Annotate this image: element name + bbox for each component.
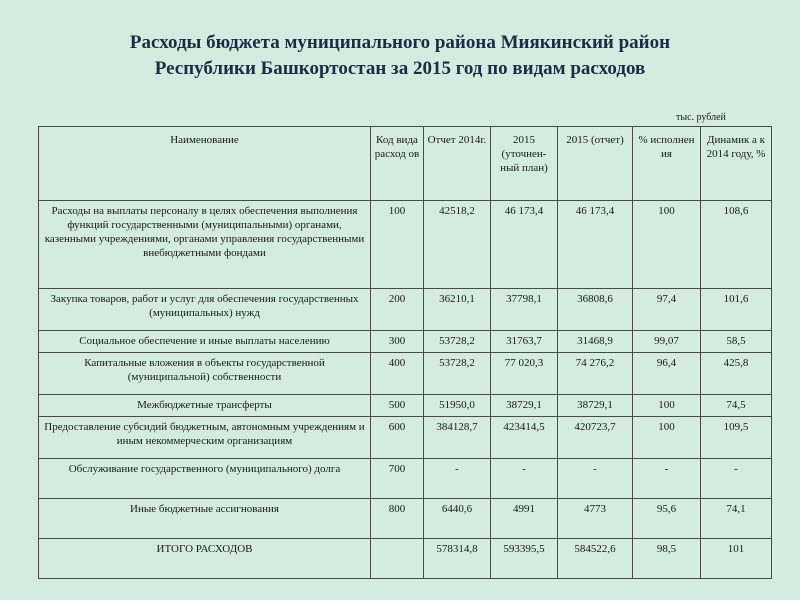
row-plan-2015: 77 020,3 bbox=[491, 353, 558, 395]
row-dynamics: 425,8 bbox=[701, 353, 772, 395]
table-row bbox=[39, 289, 772, 331]
row-name: Предоставление субсидий бюджетным, автономным учреждениям и иным некоммерческим организациям bbox=[39, 417, 371, 459]
table-row bbox=[39, 201, 772, 289]
row-2014: 578314,8 bbox=[424, 539, 491, 579]
row-2014: 51950,0 bbox=[424, 395, 491, 417]
header-plan-2015: 2015 (уточнен-ный план) bbox=[491, 127, 558, 201]
title-line-1: Расходы бюджета муниципального района Миякинский район bbox=[129, 32, 671, 53]
row-code: 700 bbox=[371, 459, 424, 499]
header-2014: Отчет 2014г. bbox=[424, 127, 491, 201]
row-code: 600 bbox=[371, 417, 424, 459]
row-2014: 53728,2 bbox=[424, 353, 491, 395]
row-percent: 100 bbox=[633, 417, 701, 459]
row-fact-2015: 4773 bbox=[558, 499, 633, 539]
units-label: тыс. рублей bbox=[676, 112, 726, 123]
table-row bbox=[39, 331, 772, 353]
row-plan-2015: 31763,7 bbox=[491, 331, 558, 353]
row-percent: 97,4 bbox=[633, 289, 701, 331]
row-name: Межбюджетные трансферты bbox=[39, 395, 371, 417]
row-percent: - bbox=[633, 459, 701, 499]
header-dynamics: Динамик а к 2014 году, % bbox=[701, 127, 772, 201]
row-plan-2015: 38729,1 bbox=[491, 395, 558, 417]
row-plan-2015: 423414,5 bbox=[491, 417, 558, 459]
header-name: Наименование bbox=[39, 127, 371, 201]
row-code: 100 bbox=[371, 201, 424, 289]
row-2014: 36210,1 bbox=[424, 289, 491, 331]
row-name: Капитальные вложения в объекты государственной (муниципальной) собственности bbox=[39, 353, 371, 395]
row-fact-2015: 31468,9 bbox=[558, 331, 633, 353]
row-fact-2015: 36808,6 bbox=[558, 289, 633, 331]
row-code bbox=[371, 539, 424, 579]
row-2014: 384128,7 bbox=[424, 417, 491, 459]
row-plan-2015: - bbox=[491, 459, 558, 499]
row-percent: 99,07 bbox=[633, 331, 701, 353]
row-name: Обслуживание государственного (муниципального) долга bbox=[39, 459, 371, 499]
row-dynamics: 108,6 bbox=[701, 201, 772, 289]
row-fact-2015: 584522,6 bbox=[558, 539, 633, 579]
row-dynamics: 101 bbox=[701, 539, 772, 579]
row-plan-2015: 4991 bbox=[491, 499, 558, 539]
header-fact-2015: 2015 (отчет) bbox=[558, 127, 633, 201]
row-fact-2015: 38729,1 bbox=[558, 395, 633, 417]
header-row bbox=[39, 127, 772, 201]
table-row bbox=[39, 395, 772, 417]
row-2014: 42518,2 bbox=[424, 201, 491, 289]
header-code: Код вида расход ов bbox=[371, 127, 424, 201]
row-percent: 96,4 bbox=[633, 353, 701, 395]
row-2014: 53728,2 bbox=[424, 331, 491, 353]
row-percent: 100 bbox=[633, 201, 701, 289]
row-2014: 6440,6 bbox=[424, 499, 491, 539]
row-fact-2015: 46 173,4 bbox=[558, 201, 633, 289]
row-plan-2015: 46 173,4 bbox=[491, 201, 558, 289]
row-dynamics: 74,1 bbox=[701, 499, 772, 539]
row-fact-2015: - bbox=[558, 459, 633, 499]
table-row bbox=[39, 459, 772, 499]
row-code: 300 bbox=[371, 331, 424, 353]
row-plan-2015: 593395,5 bbox=[491, 539, 558, 579]
row-dynamics: 74,5 bbox=[701, 395, 772, 417]
row-code: 800 bbox=[371, 499, 424, 539]
row-fact-2015: 74 276,2 bbox=[558, 353, 633, 395]
row-2014: - bbox=[424, 459, 491, 499]
row-dynamics: 101,6 bbox=[701, 289, 772, 331]
row-name: Социальное обеспечение и иные выплаты населению bbox=[39, 331, 371, 353]
row-dynamics: 58,5 bbox=[701, 331, 772, 353]
budget-table bbox=[38, 126, 772, 579]
row-code: 400 bbox=[371, 353, 424, 395]
row-name: Закупка товаров, работ и услуг для обеспечения государственных (муниципальных) нужд bbox=[39, 289, 371, 331]
row-code: 200 bbox=[371, 289, 424, 331]
title-line-2: Республики Башкортостан за 2015 год по видам расходов bbox=[154, 58, 646, 79]
page-title bbox=[0, 30, 800, 82]
table-row bbox=[39, 353, 772, 395]
row-name: Расходы на выплаты персоналу в целях обеспечения выполнения функций государственными (муниципальными) органами, казенными учреждениями, органами управления государственными внебюджетными фондами bbox=[39, 201, 371, 289]
row-plan-2015: 37798,1 bbox=[491, 289, 558, 331]
row-percent: 98,5 bbox=[633, 539, 701, 579]
table-row bbox=[39, 499, 772, 539]
total-row bbox=[39, 539, 772, 579]
row-dynamics: - bbox=[701, 459, 772, 499]
row-fact-2015: 420723,7 bbox=[558, 417, 633, 459]
row-percent: 100 bbox=[633, 395, 701, 417]
row-percent: 95,6 bbox=[633, 499, 701, 539]
header-percent: % исполнен ия bbox=[633, 127, 701, 201]
row-name: Иные бюджетные ассигнования bbox=[39, 499, 371, 539]
row-dynamics: 109,5 bbox=[701, 417, 772, 459]
table-row bbox=[39, 417, 772, 459]
row-name: ИТОГО РАСХОДОВ bbox=[39, 539, 371, 579]
row-code: 500 bbox=[371, 395, 424, 417]
